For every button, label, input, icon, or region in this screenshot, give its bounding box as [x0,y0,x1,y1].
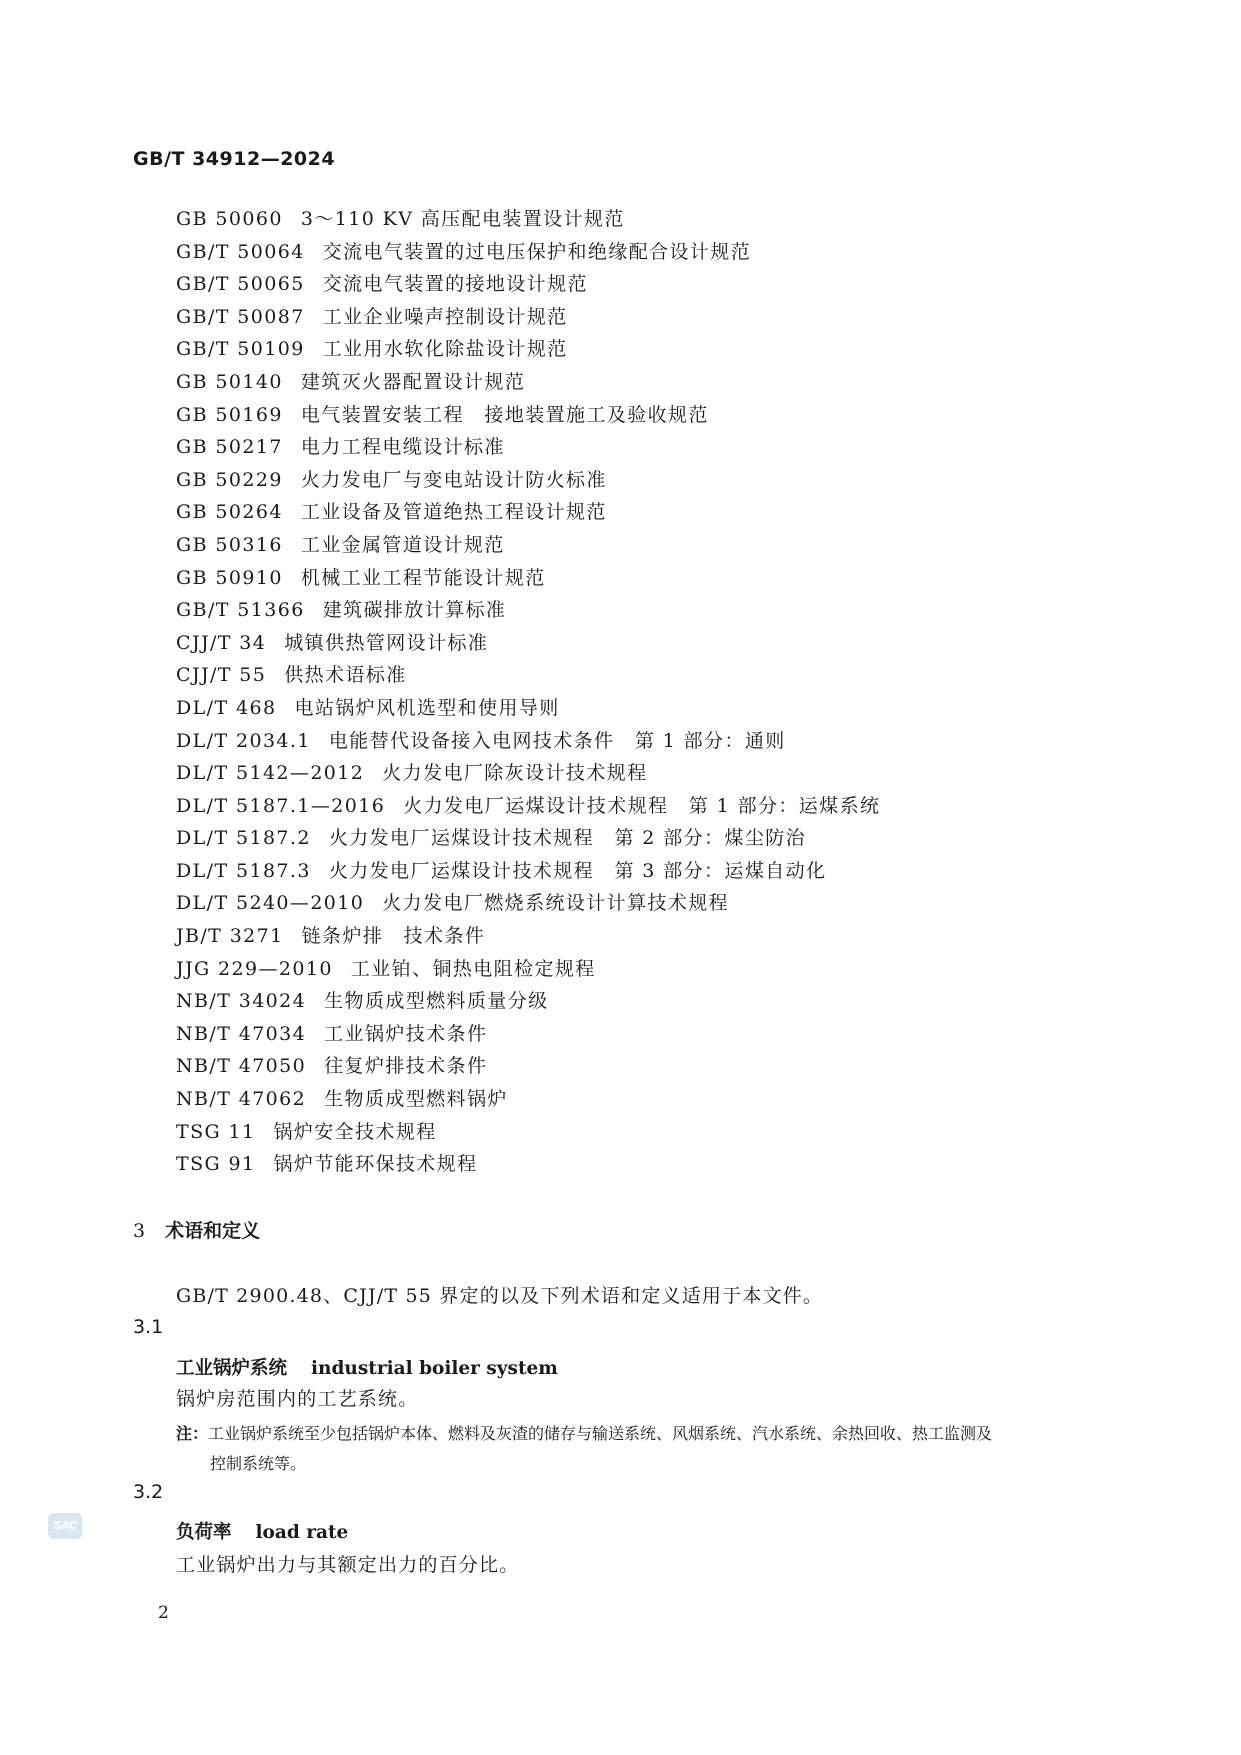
reference-item [176,953,880,986]
reference-title: 火力发电厂与变电站设计防火标准 [300,468,607,491]
reference-title: 工业设备及管道绝热工程设计规范 [300,501,607,524]
reference-item [176,594,880,627]
reference-code: GB/T 50064 [176,240,305,263]
reference-code: JB/T 3271 [176,925,284,948]
reference-title: 火力发电厂运煤设计技术规程 第 1 部分：运煤系统 [403,794,881,817]
reference-code: DL/T 5187.2 [176,827,311,850]
reference-item [176,399,880,432]
reference-title: 交流电气装置的过电压保护和绝缘配合设计规范 [322,240,752,263]
reference-code: JJG 229—2010 [176,957,333,980]
term-title-en: industrial boiler system [311,1358,558,1379]
reference-title: 工业锅炉技术条件 [324,1022,488,1045]
reference-code: GB 50910 [176,566,283,589]
reference-title: 火力发电厂运煤设计技术规程 第 3 部分：运煤自动化 [328,859,827,882]
reference-code: DL/T 5187.3 [176,859,311,882]
term-definition: 工业锅炉出力与其额定出力的百分比。 [176,1554,520,1576]
reference-code: GB/T 50109 [176,338,305,361]
reference-item [176,887,880,920]
reference-code: GB 50169 [176,403,283,426]
reference-code: GB/T 50065 [176,273,305,296]
reference-item [176,920,880,953]
reference-item [176,1083,880,1116]
note-line-1 [176,1419,1106,1449]
reference-code: NB/T 47034 [176,1022,307,1045]
reference-title: 链条炉排 技术条件 [301,925,486,948]
reference-item [176,366,880,399]
reference-title: 交流电气装置的接地设计规范 [322,273,588,296]
reference-title: 火力发电厂燃烧系统设计计算技术规程 [382,892,730,915]
reference-code: TSG 91 [176,1153,256,1176]
reference-code: CJJ/T 34 [176,631,267,654]
standard-id: GB/T 34912—2024 [133,148,336,170]
reference-item [176,1050,880,1083]
reference-code: GB 50217 [176,436,283,459]
reference-title: 电能替代设备接入电网技术条件 第 1 部分：通则 [328,729,786,752]
reference-item [176,496,880,529]
reference-item [176,627,880,660]
reference-code: NB/T 47050 [176,1055,307,1078]
reference-title: 机械工业工程节能设计规范 [300,566,546,589]
note-line-2: 控制系统等。 [210,1454,307,1473]
section-number: 3 [133,1220,146,1242]
term-note [176,1419,1106,1479]
reference-item [176,529,880,562]
reference-title: 电气装置安装工程 接地装置施工及验收规范 [300,403,709,426]
reference-code: NB/T 47062 [176,1088,307,1111]
term-title [176,1354,558,1380]
reference-title: 火力发电厂运煤设计技术规程 第 2 部分：煤尘防治 [328,827,807,850]
reference-item [176,301,880,334]
reference-item [176,1148,880,1181]
reference-code: GB/T 50087 [176,305,305,328]
reference-item [176,268,880,301]
reference-code: GB/T 51366 [176,599,305,622]
reference-item [176,855,880,888]
reference-code: GB 50316 [176,533,283,556]
note-label: 注： [176,1424,209,1443]
term-definition: 锅炉房范围内的工艺系统。 [176,1388,419,1410]
reference-title: 电力工程电缆设计标准 [300,436,505,459]
term-title-zh: 负荷率 [176,1522,232,1543]
reference-item [176,236,880,269]
term-title-en: load rate [255,1522,349,1543]
reference-item [176,822,880,855]
reference-item [176,333,880,366]
section-heading [133,1216,260,1243]
reference-title: 往复炉排技术条件 [324,1055,488,1078]
section-title: 术语和定义 [165,1220,261,1242]
reference-title: 锅炉安全技术规程 [273,1120,437,1143]
reference-title: 生物质成型燃料质量分级 [324,990,549,1013]
reference-code: GB 50140 [176,370,283,393]
reference-code: DL/T 5142—2012 [176,762,365,785]
reference-title: 锅炉节能环保技术规程 [273,1153,478,1176]
note-text: 工业锅炉系统至少包括锅炉本体、燃料及灰渣的储存与输送系统、风烟系统、汽水系统、余热回收、热工监测及 [208,1424,993,1443]
section-intro: GB/T 2900.48、CJJ/T 55 界定的以及下列术语和定义适用于本文件。 [176,1285,824,1307]
term-number: 3.1 [133,1316,164,1338]
reference-code: CJJ/T 55 [176,664,267,687]
reference-title: 建筑碳排放计算标准 [322,599,507,622]
reference-item [176,203,880,236]
reference-item [176,659,880,692]
reference-code: DL/T 5240—2010 [176,892,365,915]
reference-item [176,725,880,758]
reference-code: GB 50264 [176,501,283,524]
reference-code: NB/T 34024 [176,990,307,1013]
reference-title: 城镇供热管网设计标准 [284,631,489,654]
reference-code: GB 50229 [176,468,283,491]
term-number: 3.2 [133,1481,164,1503]
reference-code: DL/T 5187.1—2016 [176,794,386,817]
reference-item [176,464,880,497]
reference-item [176,562,880,595]
reference-code: TSG 11 [176,1120,256,1143]
term-title [176,1518,348,1544]
reference-title: 工业铂、铜热电阻检定规程 [350,957,596,980]
reference-item [176,790,880,823]
reference-item [176,985,880,1018]
page-number: 2 [158,1603,169,1623]
reference-title: 3～110 KV 高压配电装置设计规范 [300,208,625,230]
reference-title: 建筑灭火器配置设计规范 [300,370,526,393]
reference-item [176,1018,880,1051]
reference-title: 工业金属管道设计规范 [300,533,505,556]
reference-item [176,757,880,790]
reference-title: 工业用水软化除盐设计规范 [322,338,568,361]
sac-watermark: SAC [48,1513,82,1539]
reference-title: 工业企业噪声控制设计规范 [322,305,568,328]
reference-title: 火力发电厂除灰设计技术规程 [382,762,648,785]
term-title-zh: 工业锅炉系统 [176,1358,288,1379]
reference-code: GB 50060 [176,208,283,230]
reference-item [176,431,880,464]
normative-references-list [176,203,880,1181]
reference-title: 供热术语标准 [284,664,407,687]
reference-title: 电站锅炉风机选型和使用导则 [294,696,560,719]
reference-item [176,692,880,725]
reference-item [176,1116,880,1149]
reference-code: DL/T 2034.1 [176,729,311,752]
reference-code: DL/T 468 [176,696,277,719]
reference-title: 生物质成型燃料锅炉 [324,1088,508,1111]
